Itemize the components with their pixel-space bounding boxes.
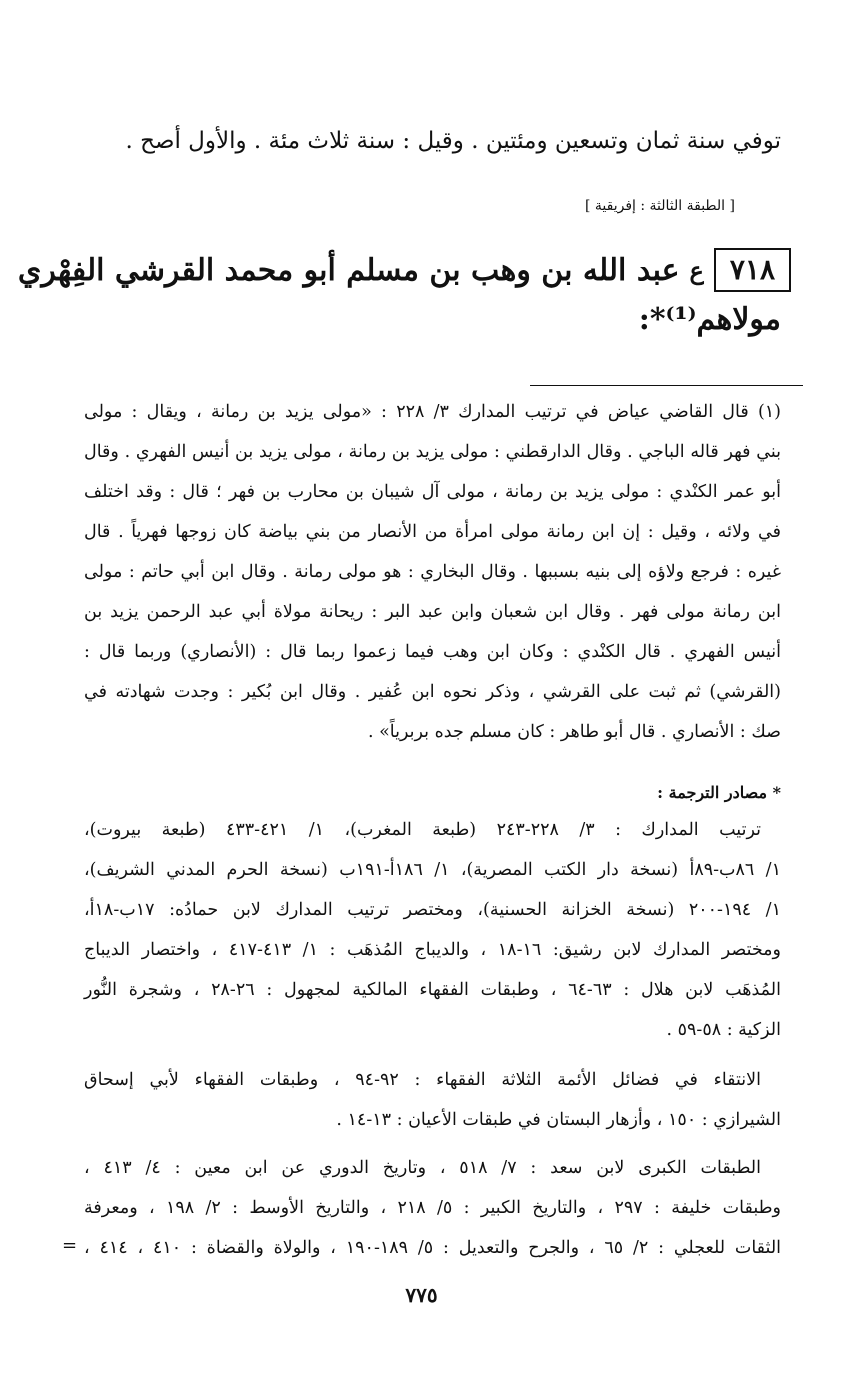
footnote-line: (القرشي) ثم ثبت على القرشي ، وذكر نحوه ابن عُفير . وقال ابن بُكير : وجدت شهادته في: [84, 682, 781, 702]
entry-name-line2: مولاهم⁽¹⁾*:: [638, 302, 781, 337]
source-line: ١/ ١٩٤-٢٠٠ (نسخة الخزانة الحسنية)، ومختصر ترتيب المدارك لابن حمادُه: ١٧ب-١٨أ،: [84, 900, 781, 920]
section-tag: [ الطبقة الثالثة : إفريقية ]: [584, 198, 735, 214]
continuation-mark: =: [62, 1235, 78, 1256]
footnote-line: (١) قال القاضي عياض في ترتيب المدارك ٣/ ٢٢٨ : «مولى يزيد بن رمانة ، ويقال : مولى: [84, 402, 781, 422]
footnote-line: بني فهر قاله الباجي . وقال الدارقطني : مولى يزيد بن رمانة ، مولى يزيد بن أنيس الفهري . وقال: [84, 442, 781, 462]
entry-symbol: ع: [689, 255, 704, 285]
source-line: وطبقات خليفة : ٢٩٧ ، والتاريخ الكبير : ٥/ ٢١٨ ، والتاريخ الأوسط : ٢/ ١٩٨ ، ومعرفة: [84, 1198, 782, 1218]
footnote-line: في ولائه ، وقيل : إن ابن رمانة مولى امرأة من الأنصار من بني بياضة كان زوجها فهرياً . قال: [84, 522, 781, 542]
entry-name-line1: عبد الله بن وهب بن مسلم أبو محمد القرشي الفِهْري: [17, 252, 680, 288]
entry-number-box: ٧١٨: [714, 248, 791, 292]
source-line: المُذهَب لابن هلال : ٦٣-٦٤ ، وطبقات الفقهاء المالكية لمجهول : ٢٦-٢٨ ، وشجرة النُّور: [84, 980, 781, 1000]
footnote-line: ابن رمانة مولى فهر . وقال ابن شعبان وابن عبد البر : ريحانة مولاة أبي عبد الرحمن يزيد بن: [84, 602, 781, 622]
footnote-line: غيره : فرجع ولاؤه إلى بنيه بسببها . وقال البخاري : هو مولى رمانة . وقال ابن أبي حاتم : مولى: [84, 562, 781, 582]
source-line: الزكية : ٥٨-٥٩ .: [666, 1020, 781, 1040]
previous-entry-closing-line: توفي سنة ثمان وتسعين ومئتين . وقيل : سنة ثلاث مئة . والأول أصح .: [125, 128, 781, 154]
source-line: ١/ ٨٦ب-٨٩أ (نسخة دار الكتب المصرية)، ١/ ١٨٦أ-١٩١ب (نسخة الحرم المدني الشريف)،: [84, 860, 781, 880]
footnote-line: أبو عمر الكنْدي : مولى يزيد بن رمانة ، مولى آل شيبان بن محارب بن فهر ؛ قال : وقد اختلف: [84, 482, 781, 502]
entry-heading: [17, 248, 791, 292]
footnote-separator: [530, 385, 803, 386]
source-line: الانتقاء في فضائل الأئمة الثلاثة الفقهاء : ٩٢-٩٤ ، وطبقات الفقهاء لأبي إسحاق: [84, 1070, 761, 1090]
sources-heading: * مصادر الترجمة :: [657, 783, 781, 802]
source-line: الشيرازي : ١٥٠ ، وأزهار البستان في طبقات الأعيان : ١٣-١٤ .: [336, 1110, 781, 1130]
source-line: ومختصر المدارك لابن رشيق: ١٦-١٨ ، والديباج المُذهَب : ١/ ٤١٣-٤١٧ ، واختصار الديباج: [84, 940, 781, 960]
source-line: الثقات للعجلي : ٢/ ٦٥ ، والجرح والتعديل : ٥/ ١٨٩-١٩٠ ، والولاة والقضاة : ٤١٠ ، ٤١٤ ،: [84, 1238, 782, 1258]
footnote-line: صك : الأنصاري . قال أبو طاهر : كان مسلم جده بربرياً» .: [367, 722, 781, 742]
source-line: ترتيب المدارك : ٣/ ٢٢٨-٢٤٣ (طبعة المغرب)، ١/ ٤٢١-٤٣٣ (طبعة بيروت)،: [84, 820, 761, 840]
footnote-line: أنيس الفهري . قال الكنْدي : وكان ابن وهب فيما زعموا ربما قال : (الأنصاري) وربما قال :: [84, 642, 781, 662]
page-number: ٧٧٥: [405, 1283, 438, 1307]
source-line: الطبقات الكبرى لابن سعد : ٧/ ٥١٨ ، وتاريخ الدوري عن ابن معين : ٤/ ٤١٣ ،: [84, 1158, 762, 1178]
